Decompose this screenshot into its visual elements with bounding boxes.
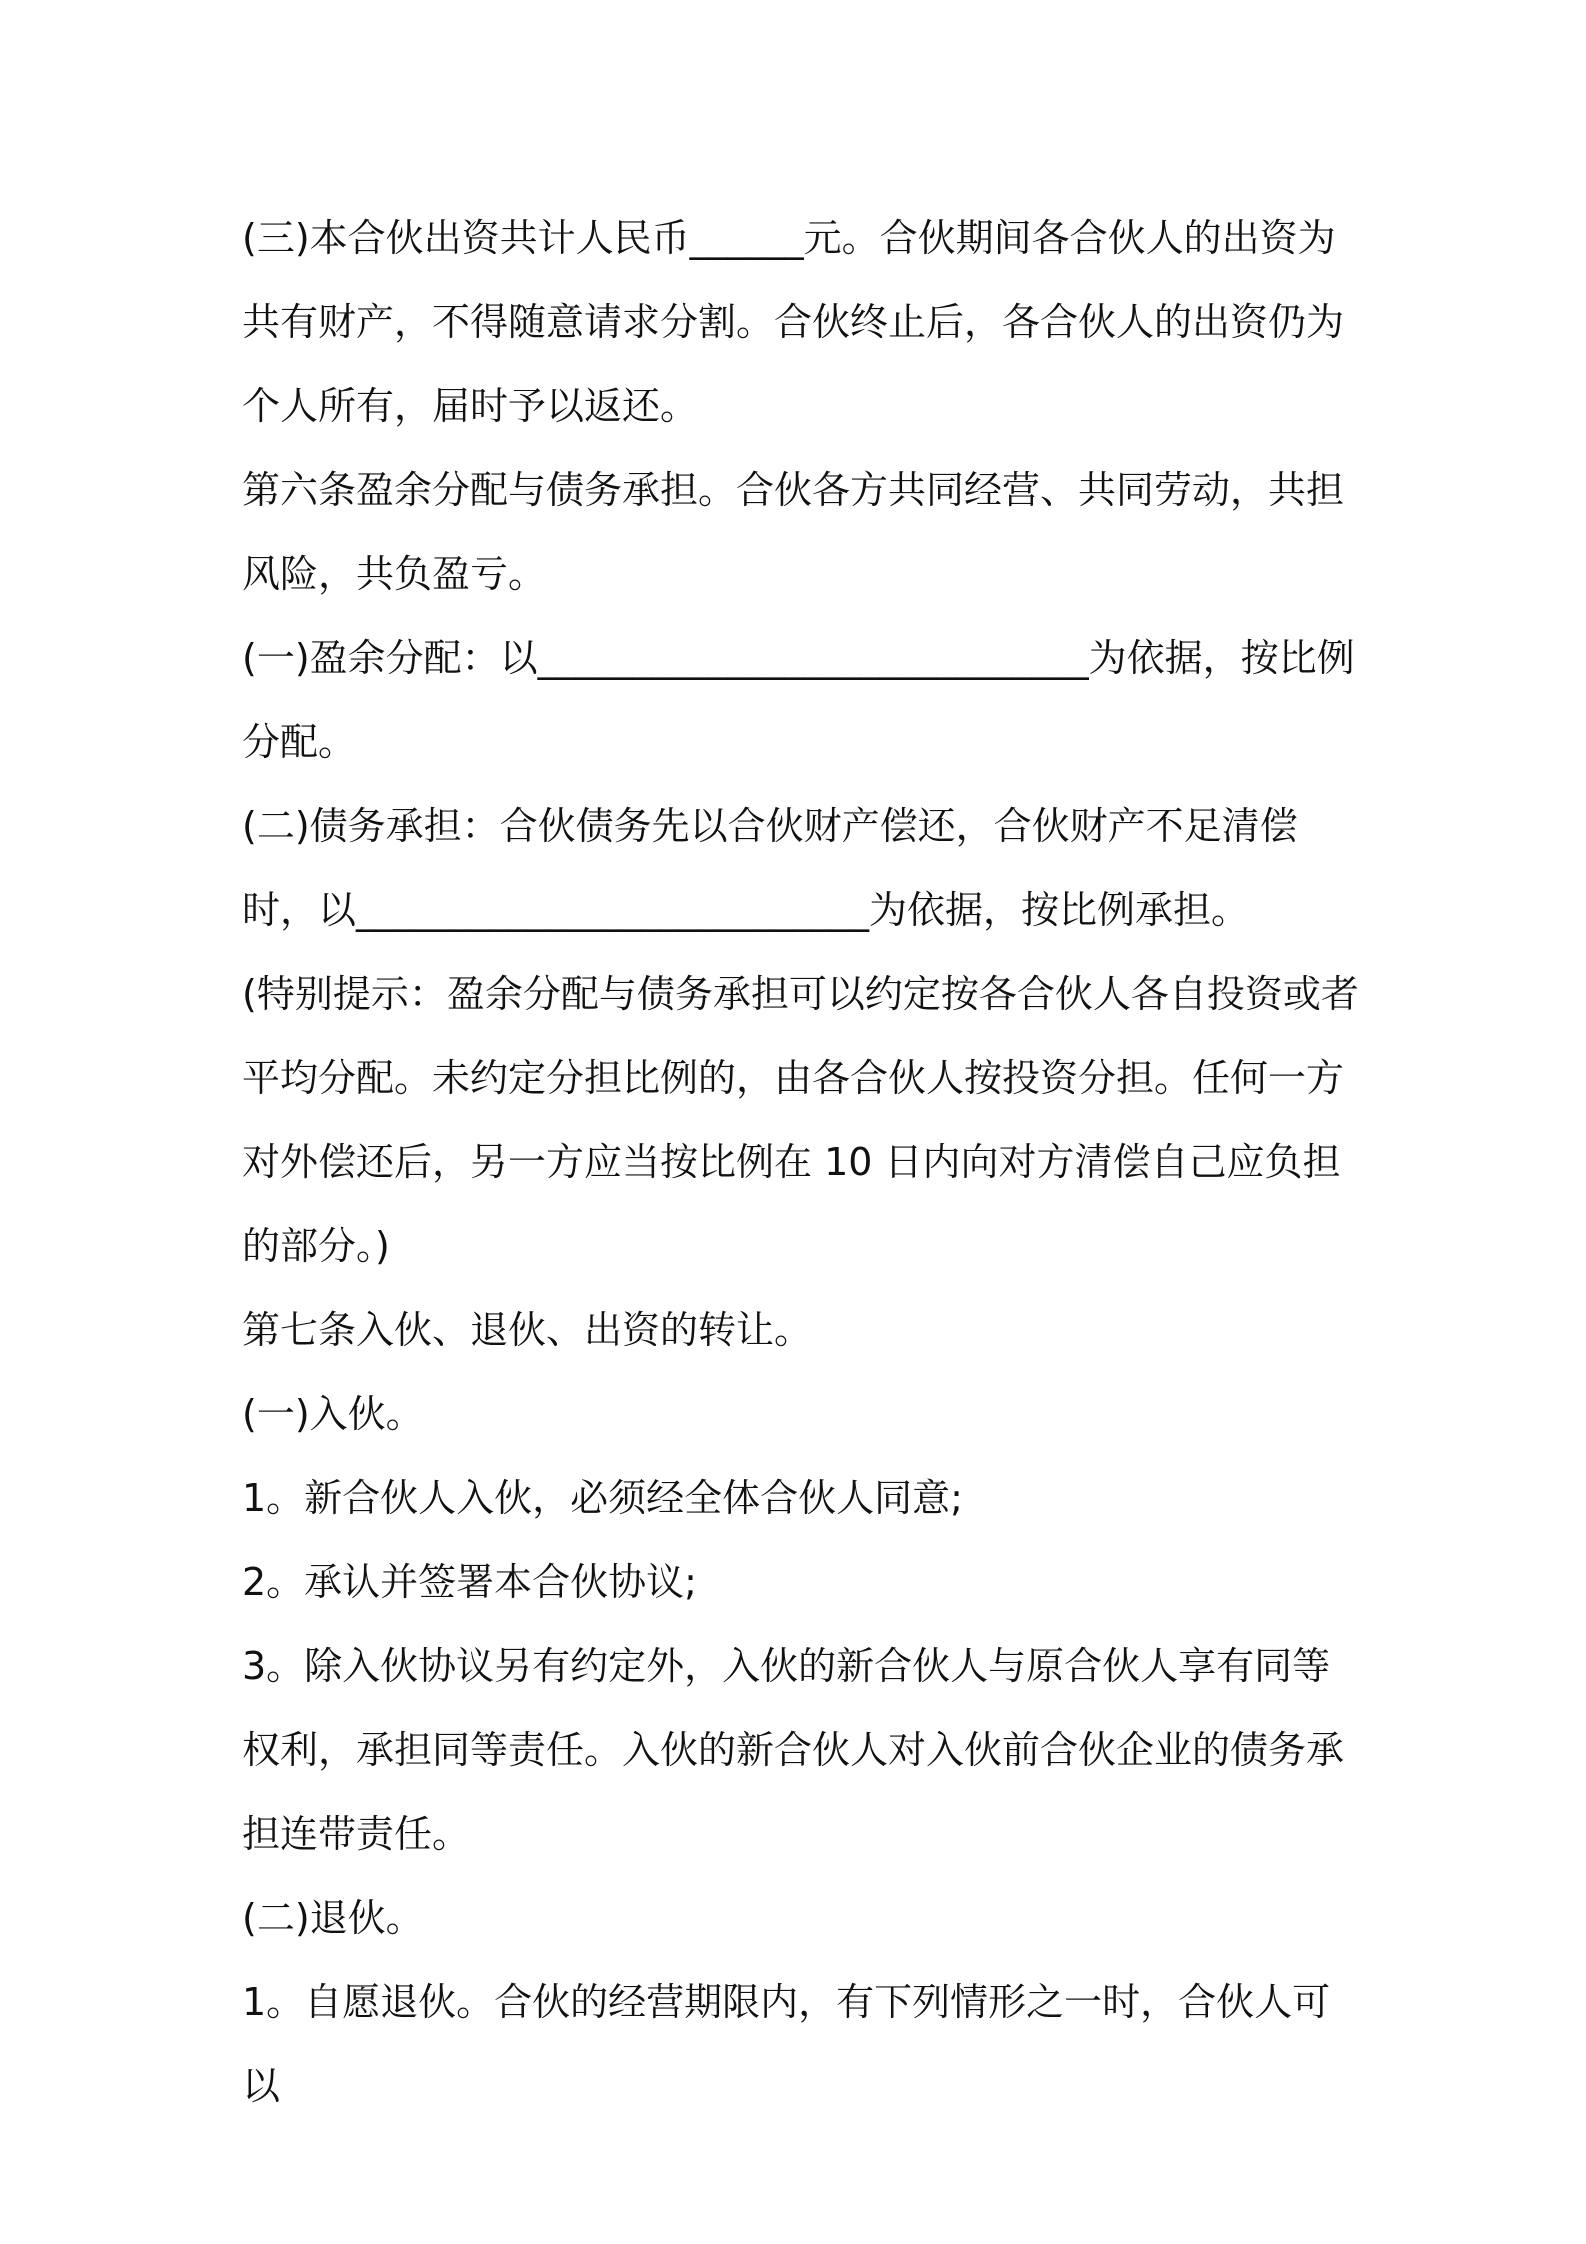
paragraph-debt-bearing: (二)债务承担：合伙债务先以合伙财产偿还，合伙财产不足清偿时，以___________________________为依据，按比例承担。 — [242, 804, 1298, 932]
paragraph-article-6-heading: 第六条盈余分配与债务承担。合伙各方共同经营、共同劳动，共担风险，共负盈亏。 — [242, 468, 1345, 596]
paragraph-admission-heading: (一)入伙。 — [242, 1392, 424, 1436]
paragraph-admission-item-1: 1。新合伙人入伙，必须经全体合伙人同意; — [242, 1476, 963, 1520]
paragraph-admission-item-3: 3。除入伙协议另有约定外，入伙的新合伙人与原合伙人享有同等权利，承担同等责任。入伙的新合伙人对入伙前合伙企业的债务承担连带责任。 — [242, 1644, 1345, 1856]
paragraph-withdrawal-item-1: 1。自愿退伙。合伙的经营期限内，有下列情形之一时，合伙人可以 — [242, 1980, 1331, 2108]
paragraph-profit-distribution: (一)盈余分配：以_____________________________为依据，按比例分配。 — [242, 636, 1355, 764]
paragraph-special-note: (特别提示：盈余分配与债务承担可以约定按各合伙人各自投资或者平均分配。未约定分担比例的，由各合伙人按投资分担。任何一方对外偿还后，另一方应当按比例在 10 日内向对方清偿自己应负担的部分。) — [242, 972, 1359, 1268]
paragraph-article-7-heading: 第七条入伙、退伙、出资的转让。 — [242, 1308, 813, 1352]
document-body — [242, 196, 1360, 2128]
paragraph-capital-contribution: (三)本合伙出资共计人民币______元。合伙期间各合伙人的出资为共有财产，不得随意请求分割。合伙终止后，各合伙人的出资仍为个人所有，届时予以返还。 — [242, 216, 1345, 428]
paragraph-withdrawal-heading: (二)退伙。 — [242, 1896, 424, 1940]
paragraph-admission-item-2: 2。承认并签署本合伙协议; — [242, 1560, 697, 1604]
